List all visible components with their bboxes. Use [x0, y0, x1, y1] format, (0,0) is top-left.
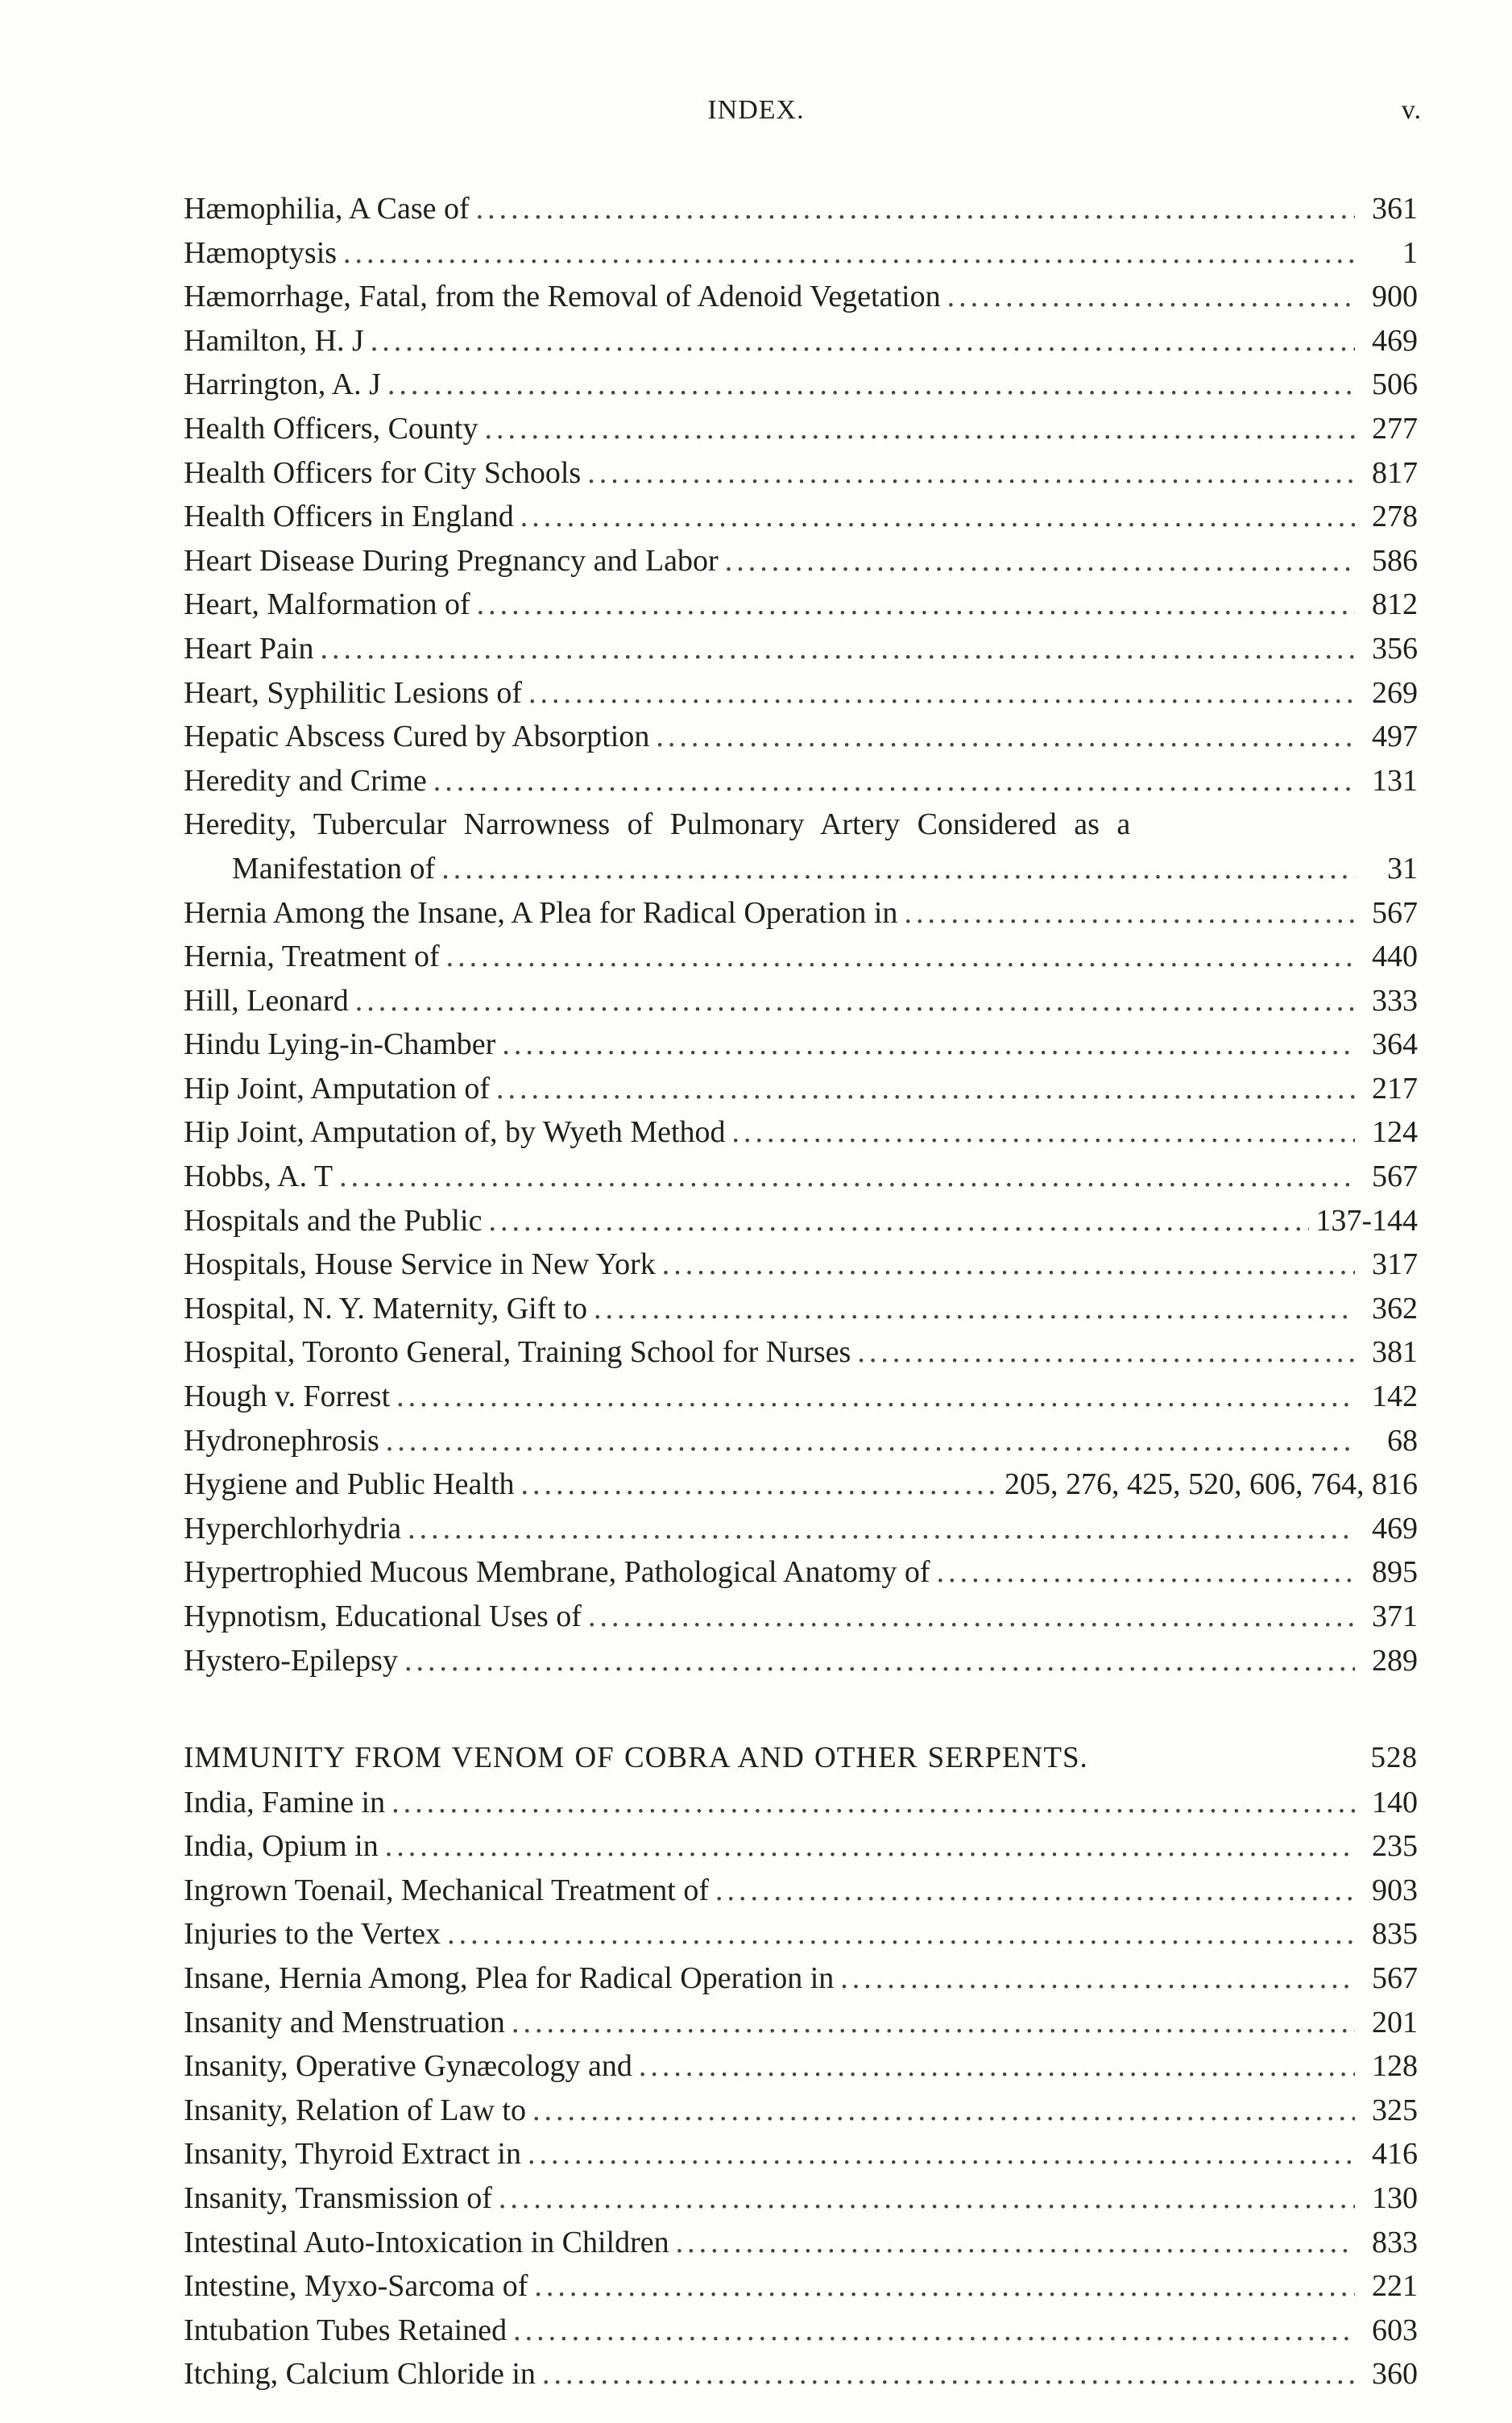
page-ref: 201 — [1372, 2005, 1418, 2039]
dot-leader — [528, 671, 1355, 716]
index-entry: Hernia, Treatment of ..... 440 — [184, 935, 1418, 979]
dot-leader — [542, 2352, 1355, 2396]
index-entry: Hospitals and the Public ..... 137-144 — [184, 1199, 1418, 1243]
dot-leader — [732, 1110, 1355, 1155]
dot-leader — [391, 1781, 1355, 1825]
index-entry: Insanity, Operative Gynæcology and ..... 128 — [184, 2044, 1418, 2089]
dot-leader — [488, 1199, 1309, 1243]
index-entry: Health Officers for City Schools ..... 817 — [184, 451, 1418, 496]
page-number: v. — [1401, 95, 1422, 125]
page-header — [0, 95, 1512, 135]
index-entry: Hospitals, House Service in New York ..... 317 — [184, 1243, 1418, 1287]
page-ref: 131 — [1372, 763, 1418, 798]
dot-leader — [343, 231, 1355, 276]
dot-leader — [594, 1287, 1355, 1331]
index-entry: Intestine, Myxo-Sarcoma of ..... 221 — [184, 2264, 1418, 2309]
page-ref: 833 — [1372, 2225, 1418, 2259]
dot-leader — [387, 363, 1355, 407]
index-section-i — [184, 1736, 1418, 2396]
index-entry: Hyperchlorhydria ..... 469 — [184, 1507, 1418, 1551]
page-ref: 235 — [1372, 1829, 1418, 1864]
index-entry: Injuries to the Vertex ..... 835 — [184, 1912, 1418, 1956]
dot-leader — [937, 1550, 1355, 1595]
index-entry-continuation: Manifestation of ..... 31 — [184, 847, 1418, 891]
dot-leader — [857, 1330, 1355, 1375]
index-entry: Heart Disease During Pregnancy and Labor ..... 586 — [184, 539, 1418, 583]
index-entry: Insanity, Thyroid Extract in ..... 416 — [184, 2132, 1418, 2176]
page-ref: 361 — [1372, 192, 1418, 226]
page-ref: 205, 276, 425, 520, 606, 764, 816 — [1005, 1467, 1418, 1502]
page-ref: 278 — [1372, 500, 1418, 534]
index-entry: Hospital, Toronto General, Training School for Nurses ..... 381 — [184, 1330, 1418, 1375]
page-ref: 333 — [1372, 983, 1418, 1018]
page-ref: 68 — [1387, 1423, 1418, 1458]
dot-leader — [499, 2176, 1355, 2221]
index-entry: Hospital, N. Y. Maternity, Gift to ..... 362 — [184, 1287, 1418, 1331]
dot-leader — [904, 891, 1355, 936]
page-ref: 371 — [1372, 1599, 1418, 1633]
index-entry: Hip Joint, Amputation of, by Wyeth Method ..... 124 — [184, 1110, 1418, 1155]
dot-leader — [534, 2264, 1355, 2309]
dot-leader — [715, 1869, 1355, 1913]
dot-leader — [446, 935, 1355, 979]
page-ref: 900 — [1372, 280, 1418, 314]
dot-leader — [947, 275, 1355, 319]
index-entry: Health Officers in England ..... 278 — [184, 495, 1418, 539]
page-ref: 812 — [1372, 587, 1418, 622]
page-ref: 440 — [1372, 940, 1418, 974]
page-ref: 381 — [1372, 1335, 1418, 1370]
page-ref: 528 — [1370, 1741, 1418, 1774]
page-ref: 124 — [1372, 1115, 1418, 1150]
index-entry: Itching, Calcium Chloride in ..... 360 — [184, 2352, 1418, 2396]
index-entry: Health Officers, County ..... 277 — [184, 407, 1418, 451]
index-entry: Heredity and Crime ..... 131 — [184, 759, 1418, 803]
dot-leader — [528, 2132, 1355, 2176]
dot-leader — [477, 583, 1355, 627]
page-ref: 128 — [1372, 2049, 1418, 2084]
dot-leader — [588, 1595, 1355, 1639]
dot-leader — [513, 2309, 1355, 2353]
index-entry: Insanity and Menstruation ..... 201 — [184, 2001, 1418, 2045]
page-ref: 217 — [1372, 1071, 1418, 1106]
index-entry: Hæmophilia, A Case of ..... 361 — [184, 187, 1418, 231]
dot-leader — [676, 2221, 1355, 2265]
page-ref: 895 — [1372, 1555, 1418, 1590]
index-entry: Insanity, Relation of Law to ..... 325 — [184, 2089, 1418, 2133]
page-ref: 317 — [1372, 1247, 1418, 1282]
dot-leader — [512, 2001, 1355, 2045]
index-entry: Intestinal Auto-Intoxication in Children ..... 833 — [184, 2221, 1418, 2265]
page-ref: 416 — [1372, 2137, 1418, 2172]
dot-leader — [447, 1912, 1355, 1956]
dot-leader — [520, 495, 1355, 539]
dot-leader — [639, 2044, 1355, 2089]
dot-leader — [385, 1824, 1355, 1869]
index-entry: Hindu Lying-in-Chamber ..... 364 — [184, 1023, 1418, 1067]
index-entry: Hough v. Forrest ..... 142 — [184, 1375, 1418, 1419]
dot-leader — [662, 1243, 1355, 1287]
page-ref: 130 — [1372, 2180, 1418, 2215]
page-ref: 221 — [1372, 2269, 1418, 2304]
dot-leader — [502, 1023, 1355, 1067]
page-ref: 835 — [1372, 1917, 1418, 1952]
dot-leader — [404, 1639, 1355, 1683]
page-ref: 360 — [1372, 2357, 1418, 2392]
dot-leader — [496, 1067, 1355, 1111]
dot-leader — [587, 451, 1355, 496]
index-entry: Intubation Tubes Retained ..... 603 — [184, 2309, 1418, 2353]
index-entry: Heart, Syphilitic Lesions of ..... 269 — [184, 671, 1418, 716]
index-entry-heading: IMMUNITY FROM VENOM OF COBRA AND OTHER SERPENTS. 528 — [184, 1736, 1418, 1781]
index-entry: Hæmoptysis ..... 1 — [184, 231, 1418, 276]
page-ref: 817 — [1372, 455, 1418, 490]
page-ref: 567 — [1372, 1960, 1418, 1995]
dot-leader — [408, 1507, 1355, 1551]
index-entry-first-line: Heredity, Tubercular Narrowness of Pulmonary Artery Considered as a — [184, 807, 1131, 842]
index-entry: Hypnotism, Educational Uses of ..... 371 — [184, 1595, 1418, 1639]
index-entry: Ingrown Toenail, Mechanical Treatment of ..... 903 — [184, 1869, 1418, 1913]
page-ref: 31 — [1387, 851, 1418, 886]
dot-leader — [441, 847, 1355, 891]
dot-leader — [355, 979, 1355, 1023]
dot-leader — [339, 1155, 1355, 1199]
index-entry: Heart Pain ..... 356 — [184, 627, 1418, 671]
index-entry: Hepatic Abscess Cured by Absorption ..... 497 — [184, 715, 1418, 759]
index-entry: Hystero-Epilepsy ..... 289 — [184, 1639, 1418, 1683]
dot-leader — [521, 1463, 998, 1507]
index-entry: Hamilton, H. J ..... 469 — [184, 319, 1418, 363]
index-entry: Hygiene and Public Health ..... 205, 276, 425, 520, 606, 764, 816 — [184, 1463, 1418, 1507]
page-ref: 603 — [1372, 2313, 1418, 2347]
index-entry: India, Famine in ..... 140 — [184, 1781, 1418, 1825]
page-ref: 497 — [1372, 720, 1418, 754]
dot-leader — [433, 759, 1355, 803]
page-ref: 469 — [1372, 1511, 1418, 1545]
index-entry: Heart, Malformation of ..... 812 — [184, 583, 1418, 627]
dot-leader — [396, 1375, 1355, 1419]
page-ref: 140 — [1372, 1785, 1418, 1819]
index-entry: Hypertrophied Mucous Membrane, Pathological Anatomy of ..... 895 — [184, 1550, 1418, 1595]
page-ref: 137-144 — [1315, 1203, 1418, 1238]
page-ref: 325 — [1372, 2093, 1418, 2127]
page-ref: 142 — [1372, 1380, 1418, 1414]
index-entry: Hip Joint, Amputation of ..... 217 — [184, 1067, 1418, 1111]
page-ref: 364 — [1372, 1027, 1418, 1062]
index-entry: Hernia Among the Insane, A Plea for Radical Operation in ..... 567 — [184, 891, 1418, 936]
page-ref: 362 — [1372, 1291, 1418, 1326]
page-ref: 567 — [1372, 1160, 1418, 1194]
dot-leader — [532, 2089, 1355, 2133]
page-ref: 586 — [1372, 543, 1418, 578]
dot-leader — [725, 539, 1355, 583]
page-ref: 269 — [1372, 675, 1418, 710]
page-ref: 1 — [1402, 235, 1418, 270]
index-entry: Hæmorrhage, Fatal, from the Removal of Adenoid Vegetation ..... 900 — [184, 275, 1418, 319]
index-entry: Hobbs, A. T ..... 567 — [184, 1155, 1418, 1199]
dot-leader — [485, 407, 1356, 451]
page-ref: 903 — [1372, 1873, 1418, 1907]
dot-leader — [840, 1956, 1355, 2001]
index-section-h — [184, 187, 1418, 1682]
page-ref: 289 — [1372, 1643, 1418, 1678]
running-title: INDEX. — [707, 95, 805, 125]
index-entry: Insane, Hernia Among, Plea for Radical Operation in ..... 567 — [184, 1956, 1418, 2001]
dot-leader — [320, 627, 1355, 671]
page-ref: 567 — [1372, 895, 1418, 930]
dot-leader — [386, 1419, 1355, 1463]
page-ref: 469 — [1372, 323, 1418, 358]
dot-leader — [371, 319, 1355, 363]
index-entry: Hydronephrosis ..... 68 — [184, 1419, 1418, 1463]
page-ref: 506 — [1372, 367, 1418, 402]
index-entry: India, Opium in ..... 235 — [184, 1824, 1418, 1869]
page-ref: 356 — [1372, 631, 1418, 666]
index-entry: Hill, Leonard ..... 333 — [184, 979, 1418, 1023]
dot-leader — [656, 715, 1355, 759]
index-entry: Insanity, Transmission of ..... 130 — [184, 2176, 1418, 2221]
dot-leader — [476, 187, 1355, 231]
index-entry: Harrington, A. J ..... 506 — [184, 363, 1418, 407]
page-ref: 277 — [1372, 411, 1418, 446]
